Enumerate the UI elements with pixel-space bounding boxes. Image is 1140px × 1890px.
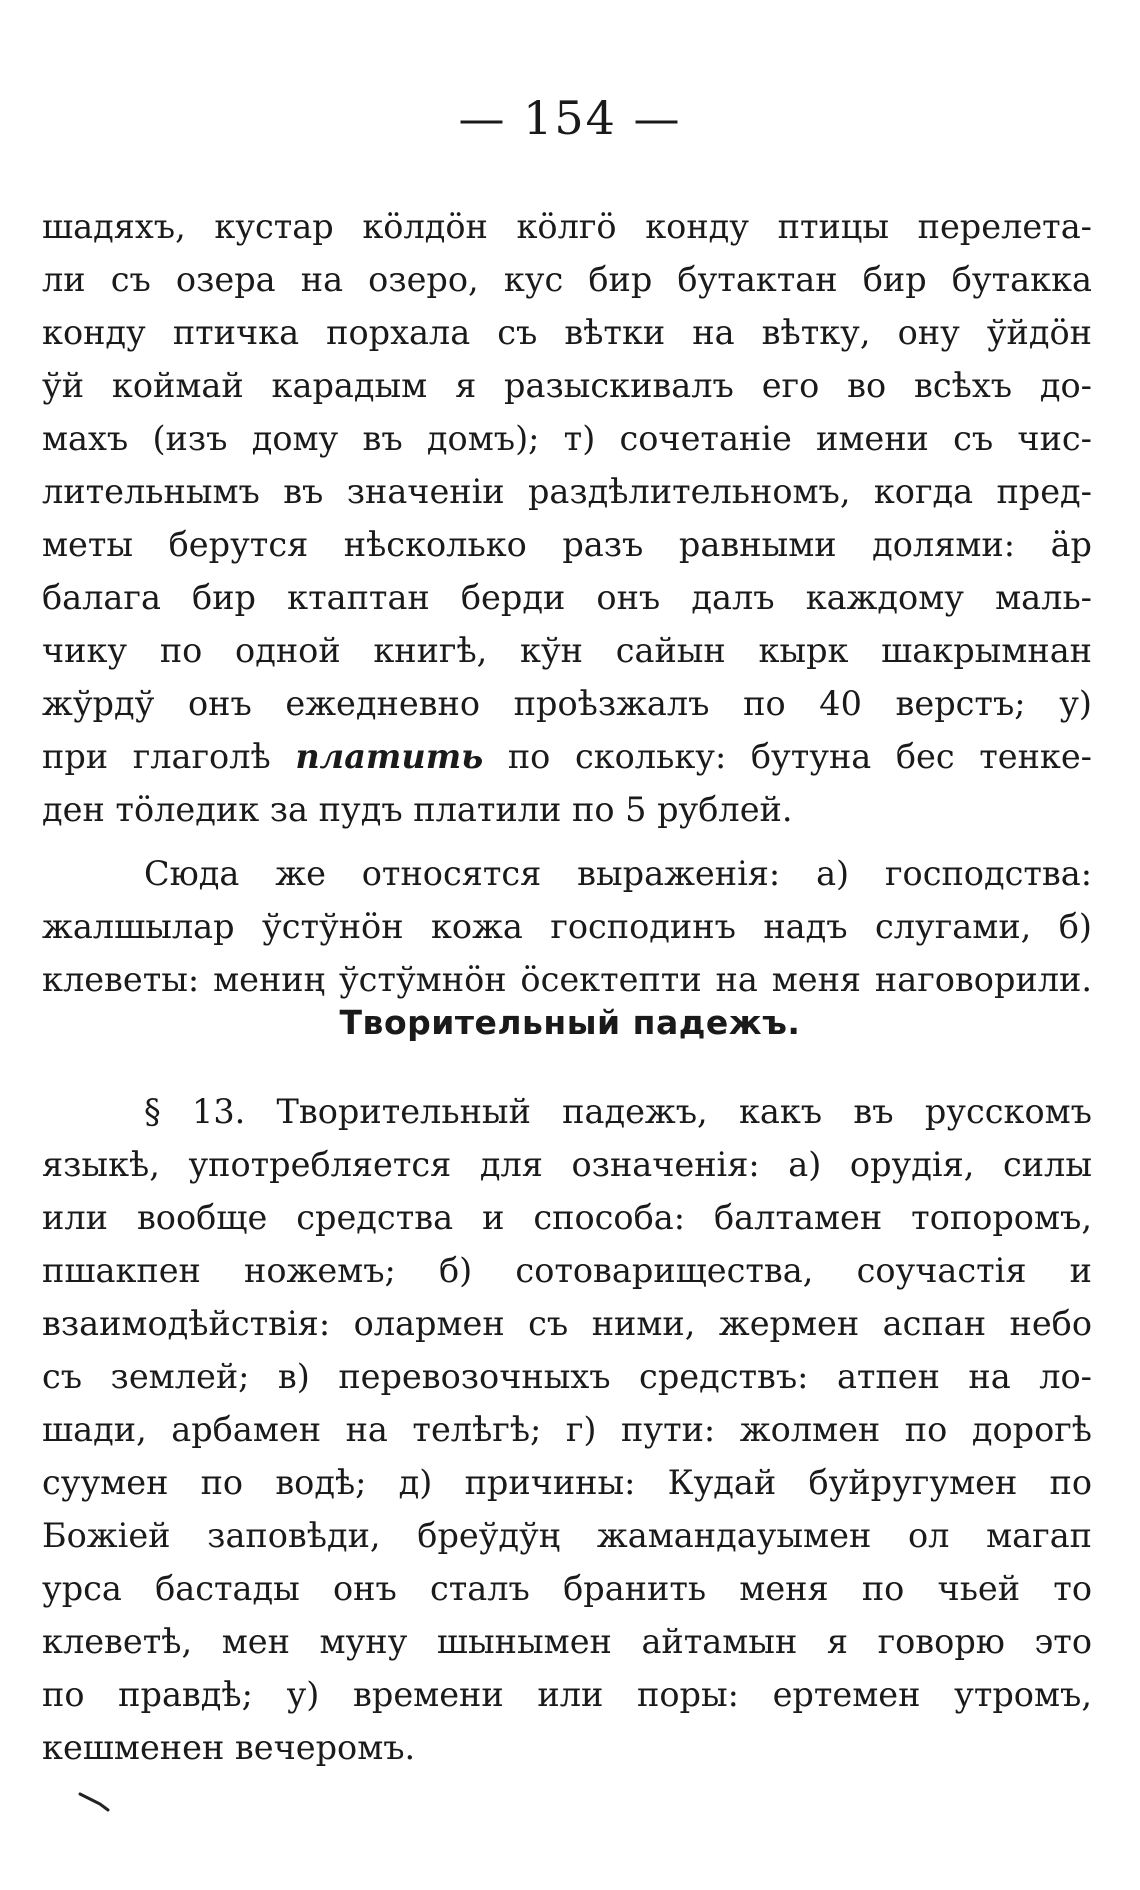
text-line: Сюда же относятся выраженія: а) господства: — [144, 854, 1092, 893]
text-line: пшакпен ножемъ; б) сотоварищества, соучастія и — [42, 1251, 1092, 1290]
text-line: ли съ озера на озеро, кус бир бутактан бир бутакка — [42, 260, 1092, 299]
text-line: съ землей; в) перевозочныхъ средствъ: атпен на ло- — [42, 1357, 1092, 1396]
emphasized-word: платить — [295, 737, 484, 776]
text-line: шадяхъ, кустар кӧлдӧн кӧлгӧ конду птицы перелета- — [42, 207, 1092, 246]
text-line: Божіей заповѣди, бреўдўң жамандауымен ол магап — [42, 1516, 1092, 1555]
text-line: жалшылар ўстўнӧн кожа господинъ надъ слугами, б) — [42, 907, 1092, 946]
paragraph-1 — [42, 200, 1092, 836]
text-line-with-emphasis — [42, 730, 1092, 783]
text-line: чику по одной книгѣ, кўн сайын кырк шакрымнан — [42, 631, 1092, 670]
ink-mark — [78, 1790, 118, 1814]
text-line: ўй коймай карадым я разыскивалъ его во всѣхъ до- — [42, 366, 1092, 405]
text-line: шади, арбамен на телѣгѣ; г) пути: жолмен по дорогѣ — [42, 1410, 1092, 1449]
page-number: — 154 — — [458, 91, 682, 145]
text-line: урса бастады онъ сталъ бранить меня по чьей то — [42, 1569, 1092, 1608]
text-line: жўрдў онъ ежедневно проѣзжалъ по 40 верстъ; у) — [42, 684, 1092, 723]
section-heading: Творительный падежъ. — [339, 1003, 801, 1042]
text-line: по правдѣ; у) времени или поры: ертемен утромъ, — [42, 1675, 1092, 1714]
text-line: клеветы: мениң ўстўмнӧн ӧсектепти на меня наговорили. — [42, 960, 1092, 999]
text-line: конду птичка порхала съ вѣтки на вѣтку, ону ўйдӧн — [42, 313, 1092, 352]
text-fragment: по скольку: бутуна бес тенке- — [483, 737, 1093, 776]
text-line: лительнымъ въ значеніи раздѣлительномъ, когда пред- — [42, 472, 1092, 511]
text-fragment: при глаголѣ — [42, 737, 296, 776]
paragraph-3 — [42, 1085, 1092, 1774]
text-line: или вообще средства и способа: балтамен топоромъ, — [42, 1198, 1092, 1237]
text-line: меты берутся нѣсколько разъ равными долями: ӓр — [42, 525, 1092, 564]
text-line: § 13. Творительный падежъ, какъ въ русскомъ — [144, 1092, 1092, 1131]
text-line: клеветѣ, мен муну шынымен айтамын я говорю это — [42, 1622, 1092, 1661]
text-line: балага бир ктаптан берди онъ далъ каждому маль- — [42, 578, 1092, 617]
text-line: языкѣ, употребляется для означенія: а) орудія, силы — [42, 1145, 1092, 1184]
text-line: махъ (изъ дому въ домъ); т) сочетаніе имени съ чис- — [42, 419, 1092, 458]
text-line: кешменен вечеромъ. — [42, 1728, 416, 1767]
text-line: суумен по водѣ; д) причины: Кудай буйругумен по — [42, 1463, 1092, 1502]
text-line: ден тӧледик за пудъ платили по 5 рублей. — [42, 790, 793, 829]
text-line: взаимодѣйствія: олармен съ ними, жермен аспан небо — [42, 1304, 1092, 1343]
paragraph-2 — [42, 847, 1092, 1006]
